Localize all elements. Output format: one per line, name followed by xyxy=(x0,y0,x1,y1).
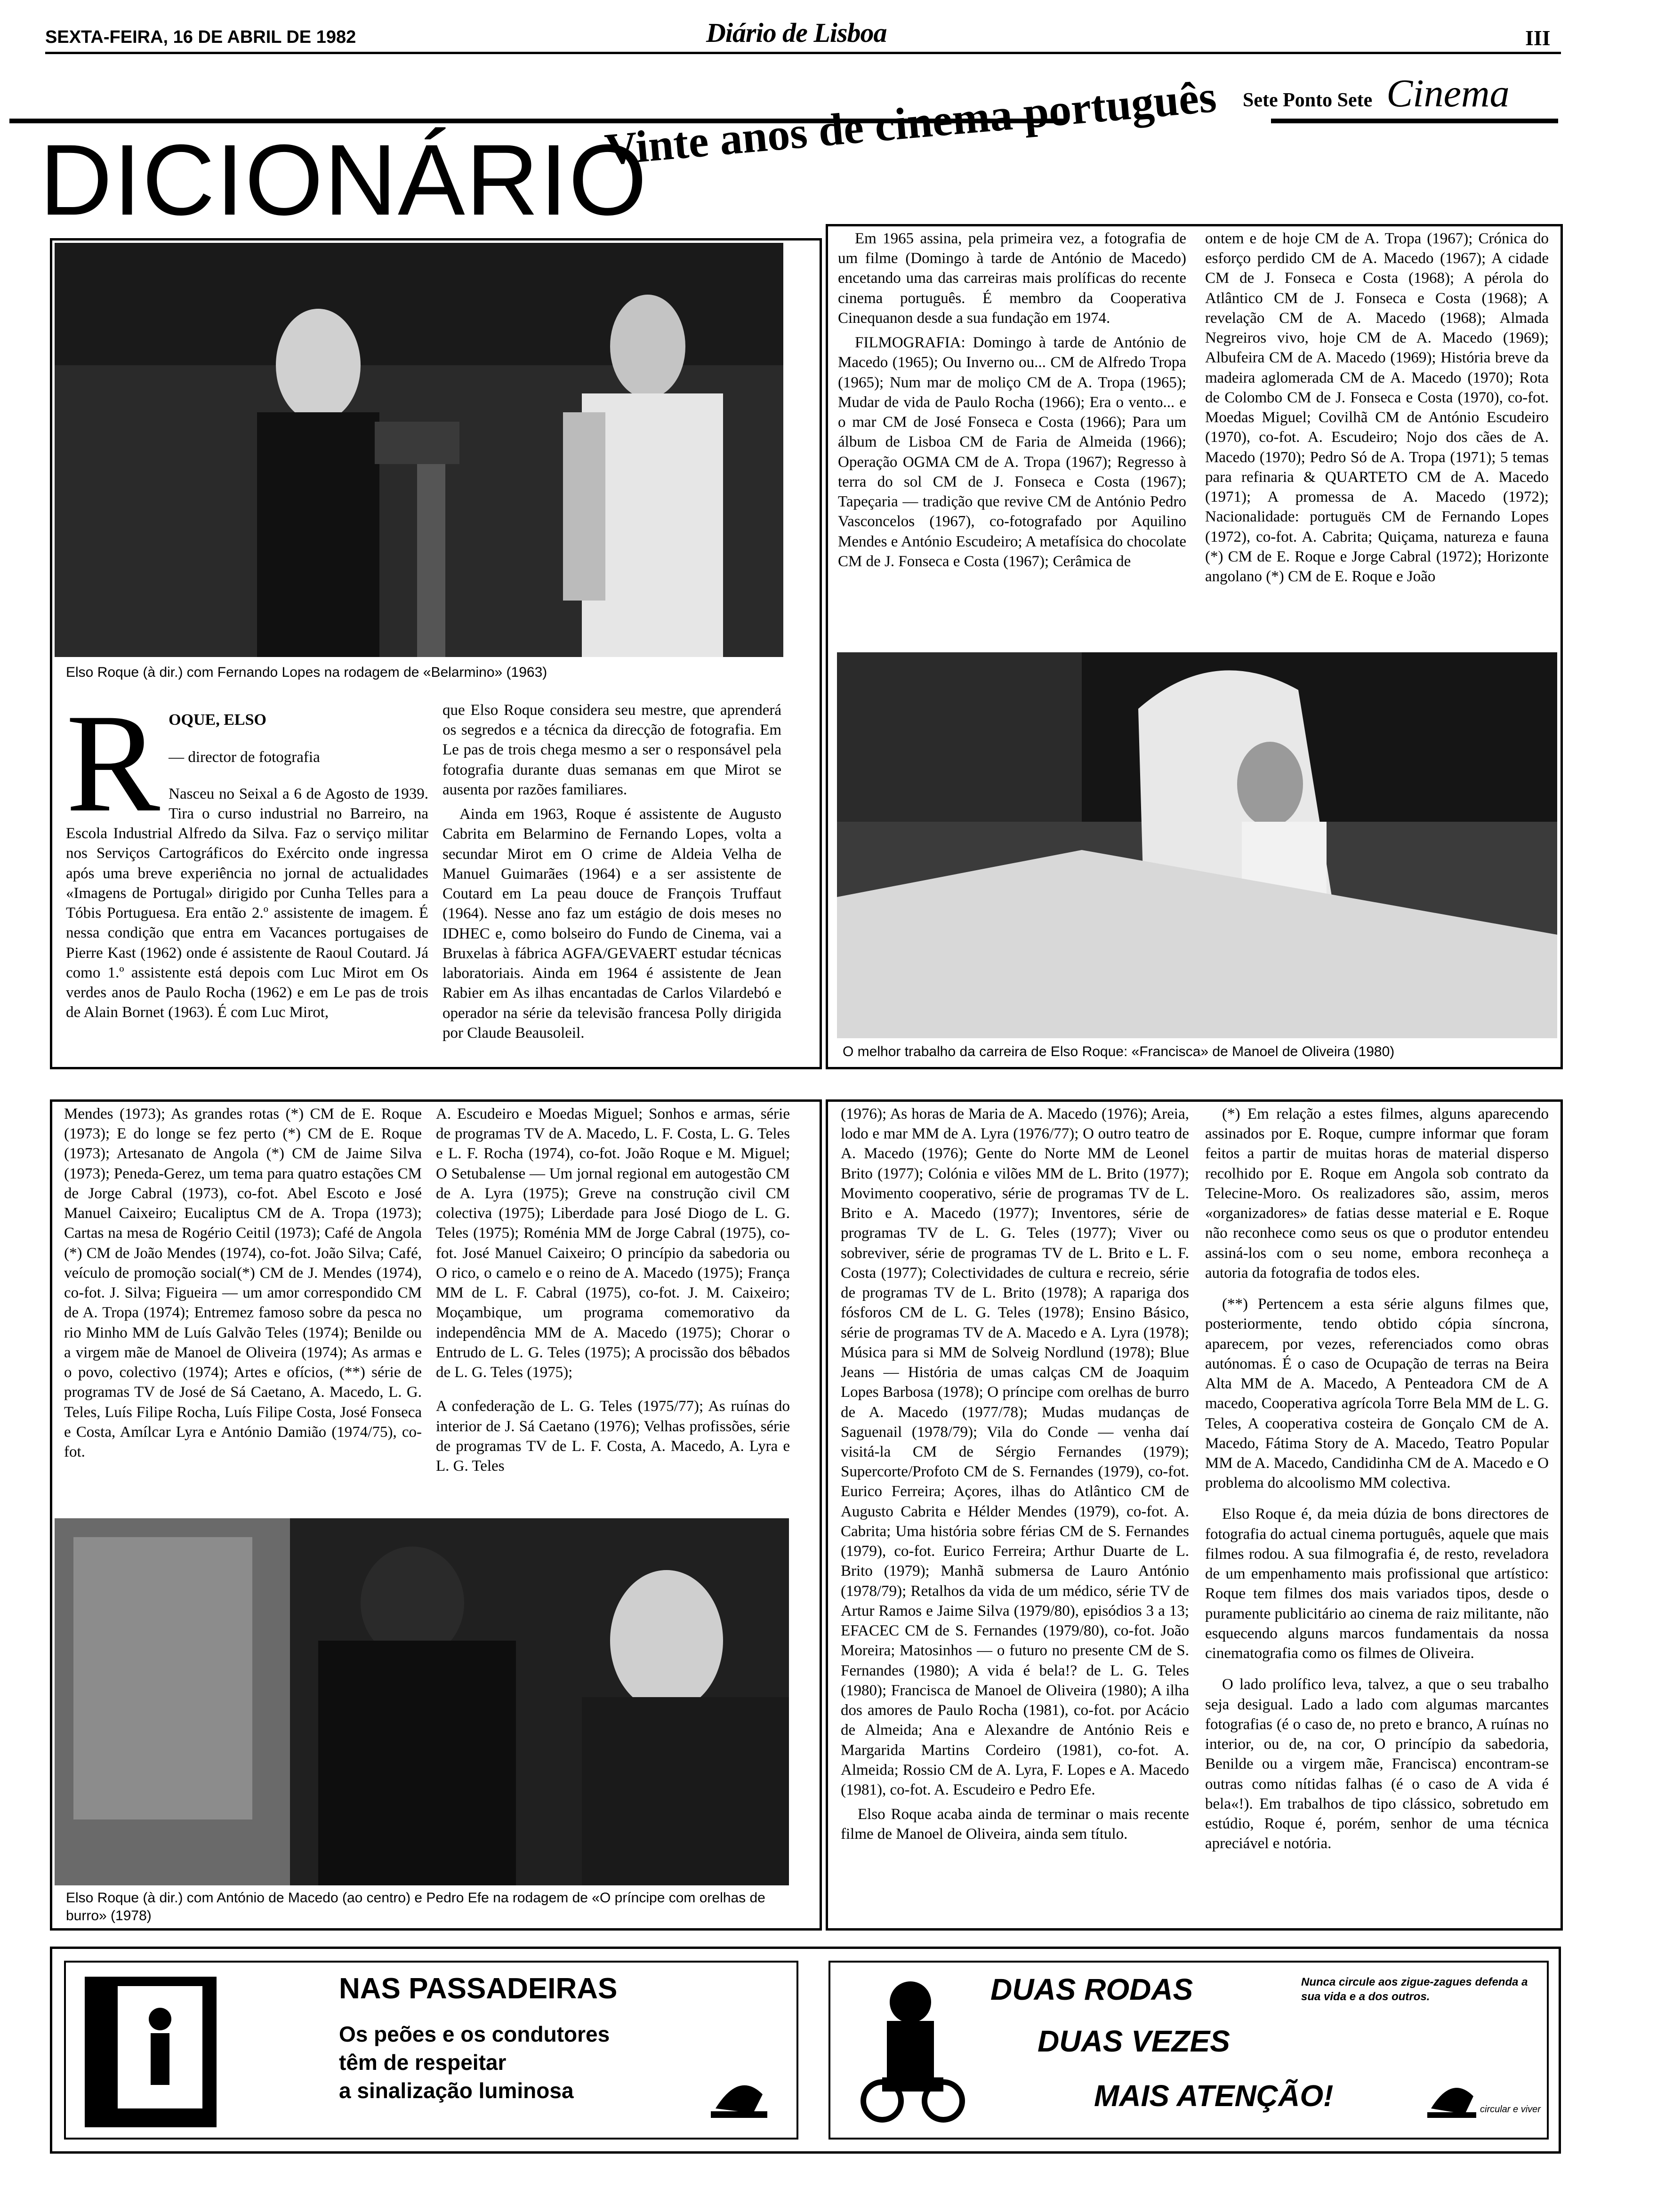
pedestrian-signal-icon xyxy=(85,1977,217,2127)
page-subtitle: Vinte anos de cinema português xyxy=(603,71,1218,175)
entry-column-e xyxy=(64,1104,422,1518)
entry-column-d xyxy=(1205,229,1549,643)
ad-crosswalk-line-2: têm de respeitar xyxy=(339,2050,507,2075)
page-title: DICIONÁRIO xyxy=(40,124,648,236)
entry-role: — director de fotografia xyxy=(169,748,320,766)
newspaper-logo: Diário de Lisboa xyxy=(706,17,887,48)
entry-dropcap: R xyxy=(66,700,161,841)
photo-belarmino-caption: Elso Roque (à dir.) com Fernando Lopes na rodagem de «Belarmino» (1963) xyxy=(66,665,547,680)
entry-name: OQUE, ELSO xyxy=(169,711,266,729)
ad-motorcycle-tagline: Nunca circule aos zigue-zagues defenda a sua vida e a dos outros. xyxy=(1301,1976,1528,2004)
issue-date: SEXTA-FEIRA, 16 DE ABRIL DE 1982 xyxy=(45,27,356,47)
ad-motorcycle-title-3: MAIS ATENÇÃO! xyxy=(1094,2079,1334,2113)
entry-filmography-cont-3: A. Escudeiro e Moedas Miguel; Sonhos e armas, série de programas TV de A. Macedo, L. F. Costa, L. G. Teles e L. F. Rocha (1974), co-fot. João Roque e M. Miguel; O Setubalense — Um jornal regional em autogestão CM de A. Lyra (1975); Greve na construção civil CM colectiva (1975); Liberdade para José Diogo de L. G. Teles (1975); Roménia MM de Jorge Cabral (1975), co-fot. José Manuel Caixeiro; O princípio da sabedoria ou O rico, o camelo e o reino de A. Macedo (1975); França MM de L. F. Cabral (1975), co-fot. J. M. Caixeiro; Moçambique, um programa comemorativo da independência MM de A. Macedo (1975); Chorar o Entrudo de L. G. Teles (1975); A procissão dos bêbados de L. G. Teles (1975); xyxy=(436,1106,790,1381)
entry-column-h xyxy=(1205,1104,1549,1923)
entry-note-1: (*) Em relação a estes filmes, alguns aparecendo assinados por E. Roque, cumpre informar que foram feitos a partir de muitas horas de material disperso recolhido por E. Roque em Angola sob contrato da Telecine-Moro. Os realizadores são, assim, meros «organizadores» de fatias desse material e E. Roque não reconhece como seus os que o produtor entendeu assiná-los com o seu nome, embora reconheça a autoria da fotografia de todos eles. xyxy=(1205,1106,1549,1282)
ad-crosswalk-line-1: Os peões e os condutores xyxy=(339,2022,610,2046)
entry-column-g xyxy=(841,1104,1189,1923)
ad-motorcycle-title-2: DUAS VEZES xyxy=(1038,2024,1230,2058)
entry-paragraph-5: Elso Roque acaba ainda de terminar o mais recente filme de Manoel de Oliveira, ainda sem título. xyxy=(841,1806,1189,1843)
entry-filmography-cont-4: A confederação de L. G. Teles (1975/77); As ruínas do interior de J. Sá Caetano (1976); Velhas profissões, série de programas TV de L. F. Costa, A. Macedo, A. Lyra e L. G. Teles xyxy=(436,1398,790,1475)
ad-crosswalk xyxy=(64,1961,798,2140)
ad-motorcycle-title-1: DUAS RODAS xyxy=(990,1972,1193,2006)
entry-column-a xyxy=(66,700,428,1067)
entry-paragraph-1: Nasceu no Seixal a 6 de Agosto de 1939. Tira o curso industrial no Barreiro, na Escola Industrial Alfredo da Silva. Faz o serviço militar nos Serviços Cartográficos do Exército onde ingressa após uma breve experiência no jornal de actualidades «Imagens de Portugal» dirigido por Cunha Telles para a Tóbis Portuguesa. Era então 2.º assistente de imagem. É nessa condição que entra em Vacances portugaises de Pierre Kast (1962) onde é assistente de Raoul Coutard. Já como 1.º assistente está depois com Luc Mirot em Os verdes anos de Paulo Rocha (1962) e em Le pas de trois de Alain Bornet (1963). É com Luc Mirot, xyxy=(66,785,428,1021)
photo-principe-image xyxy=(55,1518,789,1885)
entry-note-2: (**) Pertencem a esta série alguns filmes que, posteriormente, tendo obtido cópia síncrona, aparecem, por vezes, referenciados como obras autónomas. É o caso de Ocupação de terras na Beira Alta MM de A. Macedo, A Penteadora CM de A macedo, Cooperativa agrícola Torre Bela MM de L. G. Teles, A cooperativa costeira de Gonçalo CM de A. Macedo, Fátima Story de A. Macedo, Teatro Popular MM de A. Macedo, Candidinha CM de A. Macedo e O problema do alcoolismo MM colectiva. xyxy=(1205,1296,1549,1492)
motorcyclist-icon xyxy=(849,1974,972,2129)
ad-crosswalk-line-3: a sinalização luminosa xyxy=(339,2078,574,2103)
photo-francisca xyxy=(837,652,1557,1038)
entry-paragraph-3: Ainda em 1963, Roque é assistente de Augusto Cabrita em Belarmino de Fernando Lopes, volta a secundar Mirot em O crime de Aldeia Velha de Manuel Guimarães (1964) e a ser assistente de Coutard em La peau douce de François Truffaut (1964). Nesse ano faz um estágio de dois meses no IDHEC e, como bolseiro do Fundo de Cinema, vai a Bruxelas à fábrica AGFA/GEVAERT estudar técnicas laboratoriais. Ainda em 1964 é assistente de Jean Rabier em As ilhas encantadas de Carlos Vilardebó e operador na série da televisão francesa Polly dirigida por Claude Beausoleil. xyxy=(442,806,781,1042)
road-safety-logo-icon xyxy=(1424,2071,1480,2123)
road-safety-logo-icon xyxy=(706,2066,772,2123)
ad-motorcycle xyxy=(828,1961,1549,2140)
entry-filmography-start: FILMOGRAFIA: Domingo à tarde de António de Macedo (1965); Ou Inverno ou... CM de Alfredo Tropa (1965); Num mar de moliço CM de A. Tropa (1965); Mudar de vida de Paulo Rocha (1966); Era o vento... e o mar CM de José Fonseca e Costa (1966); Para um álbum de Lisboa CM de Faria de Almeida (1966); Operação OGMA CM de A. Tropa (1967); Regresso à terra do sol CM de J. Fonseca e Costa (1967); Tapeçaria — tradição que revive CM de António Pedro Vasconcelos (1967), co-fotografado por Aquilino Mendes e António Escudeiro; A metafísica do chocolate CM de J. Fonseca e Costa (1967); Cerâmica de xyxy=(838,334,1186,570)
entry-paragraph-2: que Elso Roque considera seu mestre, que aprenderá os segredos e a técnica da direcção de fotografia. Em Le pas de trois chega mesmo a ser o responsável pela fotografia durante duas semanas em que Mirot se ausenta por razões familiares. xyxy=(442,702,781,798)
entry-filmography-cont-5: (1976); As horas de Maria de A. Macedo (1976); Areia, lodo e mar MM de A. Lyra (1976/77); O outro teatro de A. Macedo (1976); Gente do Norte MM de Leonel Brito (1977); Colónia e vilões MM de L. Brito (1977); Movimento cooperativo, série de programas TV de L. Brito e A. Macedo (1977); Inventores, série de programas TV de L. G. Teles (1977); Viver ou sobreviver, série de programas TV de L. Brito e L. F. Costa (1977); Colectividades de cultura e recreio, série de programas TV de L. Brito (1978); A rapariga dos fósforos CM de L. G. Teles (1978); Ensino Básico, série de programas TV de A. Macedo e A. Lyra (1978); Música para si MM de Solveig Nordlund (1978); Blue Jeans — História de umas calças CM de Joaquim Lopes Barbosa (1978); O príncipe com orelhas de burro de A. Macedo (1977/78); Mudas mudanças de Saguenail (1978/79); Vila do Conde — venha daí visitá-la CM de Sérgio Fernandes (1979); Supercorte/Profoto CM de S. Fernandes (1979), co-fot. Eurico Ferreira; Açores, ilhas do Atlântico CM de Augusto Cabrita e Hélder Mendes (1979), co-fot. A. Cabrita; Uma história sobre férias CM de S. Fernandes (1979), co-fot. Eurico Ferreira; Arthur Duarte de L. Brito (1979); Manhã submersa de Lauro António (1978/79); Retalhos da vida de um médico, série TV de Artur Ramos e Jaime Silva (1979/80), episódios 3 a 13; EFACEC CM de S. Fernandes (1979/80), co-fot. João Moreira; Matosinhos — o futuro no presente CM de S. Fernandes (1980); A vida é bela!? de L. G. Teles (1980); Francisca de Manoel de Oliveira (1980); A ilha dos amores de Paulo Rocha (1981), co-fot. por Acácio de Almeida; Ana e Alexandre de António Reis e Margarida Martins Cordeiro (1981), co-fot. A. Almeida; Rossio CM de A. Lyra, F. Lopes e A. Macedo (1981), co-fot. A. Escudeiro e Pedro Efe. xyxy=(841,1106,1189,1798)
entry-column-b xyxy=(442,700,781,1067)
entry-column-f xyxy=(436,1104,790,1518)
ad-motorcycle-brand: circular e viver xyxy=(1480,2104,1541,2115)
photo-belarmino-image xyxy=(55,243,783,657)
photo-francisca-image xyxy=(837,652,1557,1038)
page-number: III xyxy=(1525,26,1551,50)
entry-paragraph-4: Em 1965 assina, pela primeira vez, a fotografia de um filme (Domingo à tarde de António de Macedo) encetando uma das carreiras mais prolíficas do recente cinema português. É membro da Cooperativa Cinequanon desde a sua fundação em 1974. xyxy=(838,230,1186,327)
title-rule-right xyxy=(1271,119,1558,123)
photo-principe-caption: Elso Roque (à dir.) com António de Macedo (ao centro) e Pedro Efe na rodagem de «O príncipe com orelhas de burro» (1978) xyxy=(66,1890,765,1923)
photo-francisca-caption: O melhor trabalho da carreira de Elso Roque: «Francisca» de Manoel de Oliveira (1980) xyxy=(843,1044,1395,1059)
entry-column-c xyxy=(838,229,1186,643)
masthead-rule xyxy=(45,52,1561,54)
supplement-name: Sete Ponto Sete xyxy=(1243,89,1373,111)
entry-filmography-cont-2: Mendes (1973); As grandes rotas (*) CM de E. Roque (1973); E do longe se fez perto (*) CM de E. Roque (1973); Artesanato de Angola (*) CM de Jaime Silva (1973); Peneda-Gerez, um tema para quatro estações CM de Jorge Cabral (1973), co-fot. Abel Escoto e José Manuel Caixeiro; Eucaliptus CM de A. Tropa (1973); Cartas na mesa de Rogério Ceitil (1973); Café de Angola (*) CM de João Mendes (1974), co-fot. João Silva; Café, veículo de promoção social(*) CM de J. Mendes (1974), co-fot. J. Silva; Figueira — um amor correspondido CM de A. Tropa (1974); Entremez famoso sobre da pesca no rio Minho MM de Luís Galvão Teles (1974); Benilde ou a virgem mãe de Manoel de Oliveira (1974); As armas e o povo, colectivo (1974); Artes e ofícios, (**) série de programas TV de José de Sá Caetano, A. Macedo, L. G. Teles, Luís Filipe Rocha, Luís Filipe Costa, José Fonseca e Costa, Amílcar Lyra e António Damião (1974/75), co-fot. xyxy=(64,1106,422,1460)
photo-principe xyxy=(55,1518,789,1885)
entry-filmography-cont-1: ontem e de hoje CM de A. Tropa (1967); Crónica do esforço perdido CM de A. Macedo (1967); A cidade CM de J. Fonseca e Costa (1968); A pérola do Atlântico CM de J. Fonseca e Costa (1968); A revelação CM de A. Macedo (1968); Almada Negreiros vivo, hoje CM de A. Macedo (1969); Albufeira CM de A. Macedo (1969); História breve da madeira aglomerada CM de A. Macedo (1970); Rota de Colombo CM de J. Fonseca e Costa (1970), co-fot. Moedas Miguel; Covilhã CM de António Escudeiro (1970), co-fot. A. Escudeiro; Nojo dos cães de A. Macedo (1970); Pedro Só de A. Tropa (1971); 5 temas para refinaria & QUARTETO CM de A. Macedo (1971); A promessa de A. Macedo (1972); Nacionalidade: portuguës CM de Fernando Lopes (1972), co-fot. A. Cabrita; Quiçama, natureza e fauna (*) CM de E. Roque e Jorge Cabral (1972); Horizonte angolano (*) CM de E. Roque e João xyxy=(1205,230,1549,585)
photo-belarmino xyxy=(55,243,783,657)
section-brand xyxy=(1243,71,1510,116)
section-name: Cinema xyxy=(1386,72,1510,115)
entry-paragraph-6: Elso Roque é, da meia dúzia de bons directores de fotografia do actual cinema português, aquele que mais filmes rodou. A sua filmografia é, de resto, reveladora de um empenhamento mais profissional que artístico: Roque tem filmes dos mais variados tipos, desde o puramente publicitário ao cinema de raiz militante, não esquecendo alguns marcos fundamentais da nossa cinematografia como os filmes de Oliveira. xyxy=(1205,1506,1549,1662)
ad-crosswalk-title: NAS PASSADEIRAS xyxy=(339,1972,618,2005)
entry-paragraph-7: O lado prolífico leva, talvez, a que o seu trabalho seja desigual. Lado a lado com algumas marcantes fotografias (é o caso de, no preto e branco, A ruínas no interior, ou de, na cor, O princípio da sabedoria, Benilde ou a virgem mãe, Francisca) encontram-se outras como nítidas falhas (é o caso de A vida é bela«!). Em trabalhos de tipo clássico, sobretudo em estúdio, Roque é, porém, senhor de uma técnica apreciável e notória. xyxy=(1205,1676,1549,1852)
